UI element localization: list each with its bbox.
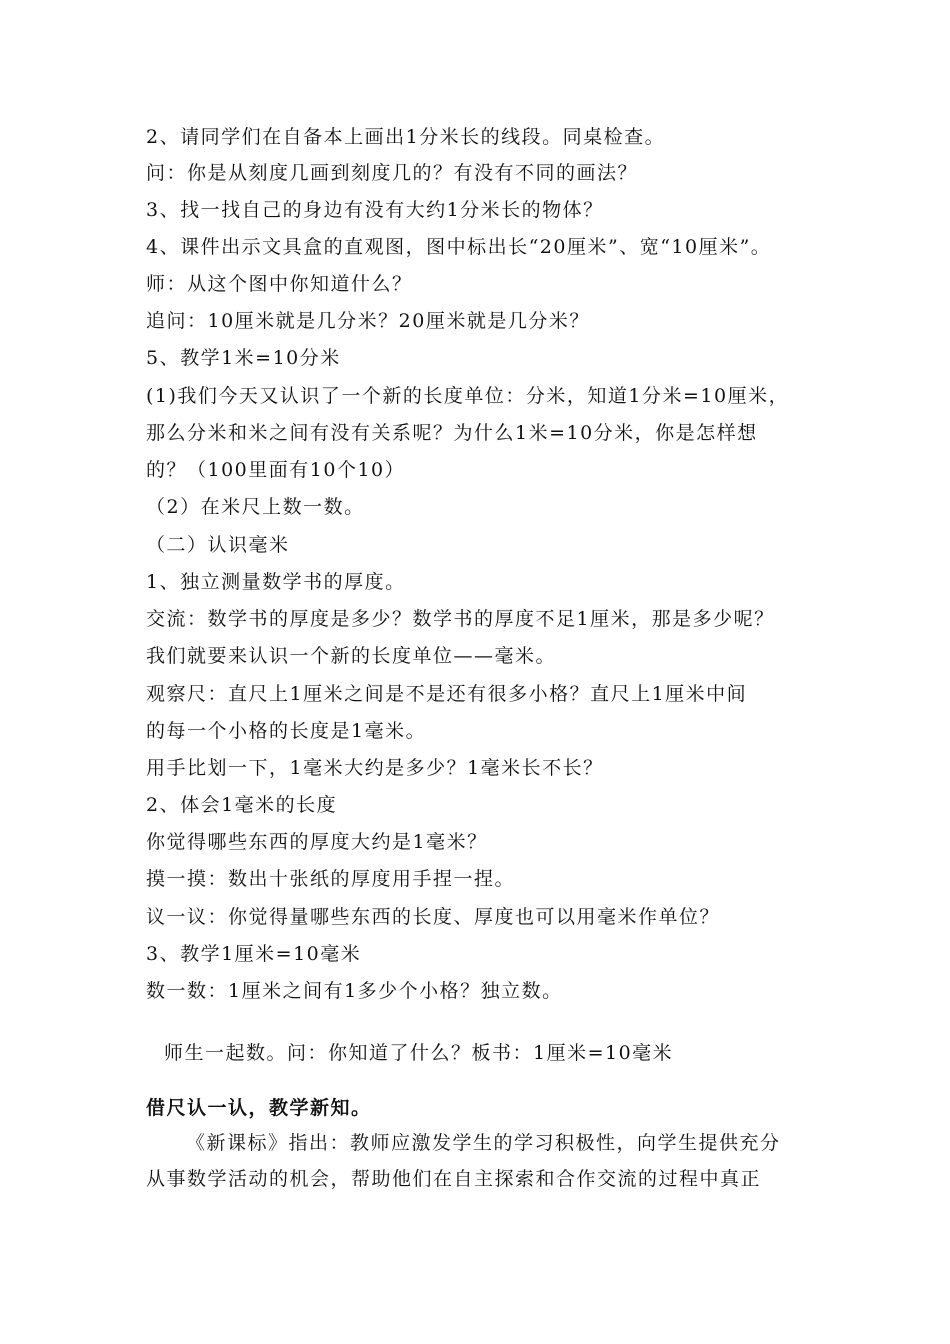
text-line: 数一数：1厘米之间有1多少个小格？独立数。 — [146, 980, 563, 1002]
text-line: 议一议：你觉得量哪些东西的长度、厚度也可以用毫米作单位？ — [146, 906, 721, 928]
text-line: 3、找一找自己的身边有没有大约1分米长的物体？ — [146, 199, 604, 221]
text-line: 观察尺：直尺上1厘米之间是不是还有很多小格？直尺上1厘米中间 — [146, 683, 748, 705]
text-line: 摸一摸：数出十张纸的厚度用手捏一捏。 — [146, 868, 516, 890]
text-line: 的每一个小格的长度是1毫米。 — [146, 720, 427, 742]
text-line: 追问：10厘米就是几分米？20厘米就是几分米？ — [146, 310, 590, 332]
text-line: （2）在米尺上数一数。 — [146, 496, 365, 518]
text-line: 5、教学1米=10分米 — [146, 347, 341, 369]
text-line: 师生一起数。问：你知道了什么？板书：1厘米=10毫米 — [164, 1042, 674, 1064]
text-line: （二）认识毫米 — [146, 534, 290, 556]
text-line: (1)我们今天又认识了一个新的长度单位：分米，知道1分米=10厘米， — [146, 385, 790, 407]
text-line: 我们就要来认识一个新的长度单位——毫米。 — [146, 645, 557, 667]
text-line: 交流：数学书的厚度是多少？数学书的厚度不足1厘米，那是多少呢？ — [146, 608, 775, 630]
text-line: 3、教学1厘米=10毫米 — [146, 943, 362, 965]
text-line: 2、请同学们在自备本上画出1分米长的线段。同桌检查。 — [146, 126, 666, 148]
section-heading: 借尺认一认，教学新知。 — [146, 1097, 372, 1119]
text-line: 4、课件出示文具盒的直观图，图中标出长“20厘米”、宽“10厘米”。 — [146, 236, 772, 258]
text-line: 问：你是从刻度几画到刻度几的？有没有不同的画法？ — [146, 162, 639, 184]
text-line: 的？（100里面有10个10） — [146, 459, 406, 481]
paragraph-line: 《新课标》指出：教师应激发学生的学习积极性，向学生提供充分 — [186, 1132, 781, 1154]
text-line: 你觉得哪些东西的厚度大约是1毫米？ — [146, 831, 488, 853]
text-line: 师：从这个图中你知道什么？ — [146, 273, 413, 295]
text-line: 用手比划一下，1毫米大约是多少？1毫米长不长？ — [146, 757, 604, 779]
text-line: 那么分米和米之间有没有关系呢？为什么1米=10分米，你是怎样想 — [146, 422, 758, 444]
text-line: 2、体会1毫米的长度 — [146, 794, 338, 816]
text-line: 1、独立测量数学书的厚度。 — [146, 571, 406, 593]
paragraph-line: 从事数学活动的机会，帮助他们在自主探索和合作交流的过程中真正 — [146, 1168, 762, 1190]
